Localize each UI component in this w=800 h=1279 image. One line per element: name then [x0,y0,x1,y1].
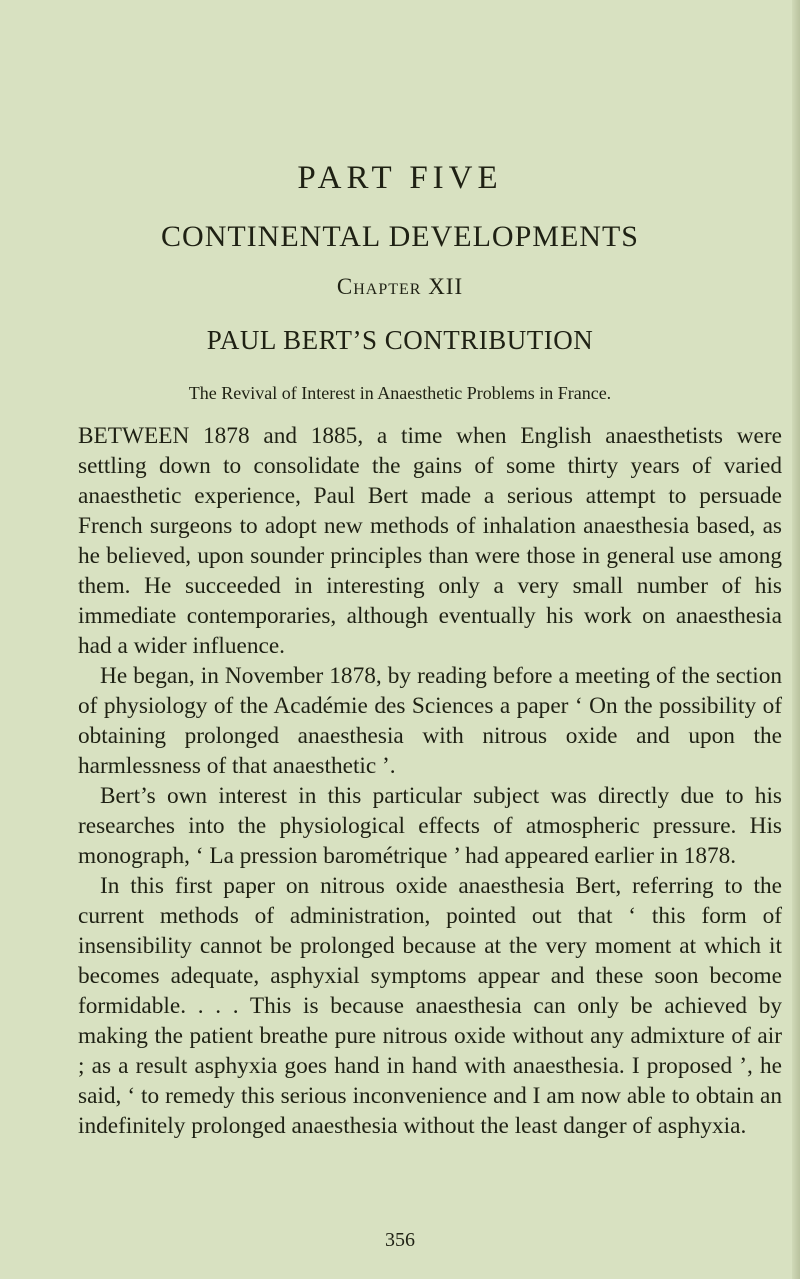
section-heading: CONTINENTAL DEVELOPMENTS [161,220,639,253]
page-number: 356 [385,1229,415,1251]
paragraph-4: In this first paper on nitrous oxide anaesthesia Bert, referring to the current methods of administration, pointed out that ‘ this form of insensibility cannot be prolonged because at the very moment at which it becomes adequate, asphyxial symptoms appear and these soon become formidable. . . . This is because anaesthesia can only be achieved by making the patient breathe pure nitrous oxide without any admixture of air ; as a result asphyxia goes hand in hand with anaesthesia. I proposed ’, he said, ‘ to remedy this serious inconvenience and I am now able to obtain an indefinitely prolonged anaesthesia without the least danger of asphyxia. [78,873,782,1139]
paragraph-3: Bert’s own interest in this particular subject was directly due to his researches into the physiological effects of atmospheric pressure. His monograph, ‘ La pression barométrique ’ had appeared earlier in 1878. [78,783,782,869]
part-heading: PART FIVE [297,160,503,196]
chapter-title: PAUL BERT’S CONTRIBUTION [206,325,594,355]
paragraph-2: He began, in November 1878, by reading before a meeting of the section of physiology of the Académie des Sciences a paper ‘ On the possibility of obtaining prolonged anaesthesia with nitrous oxide and upon the harmlessness of that anaesthetic ’. [78,663,782,779]
paragraph-1: BETWEEN 1878 and 1885, a time when English anaesthetists were settling down to consolidate the gains of some thirty years of varied anaesthetic experience, Paul Bert made a serious attempt to persuade French surgeons to adopt new methods of inhalation anaesthesia based, as he believed, upon sounder principles than were those in general use among them. He succeeded in interesting only a very small number of his immediate contemporaries, although eventually his work on anaesthesia had a wider influence. [78,423,782,659]
chapter-subtitle: The Revival of Interest in Anaesthetic Problems in France. [188,383,612,403]
body-text [78,421,782,1141]
chapter-label: Chapter XII [336,274,464,299]
